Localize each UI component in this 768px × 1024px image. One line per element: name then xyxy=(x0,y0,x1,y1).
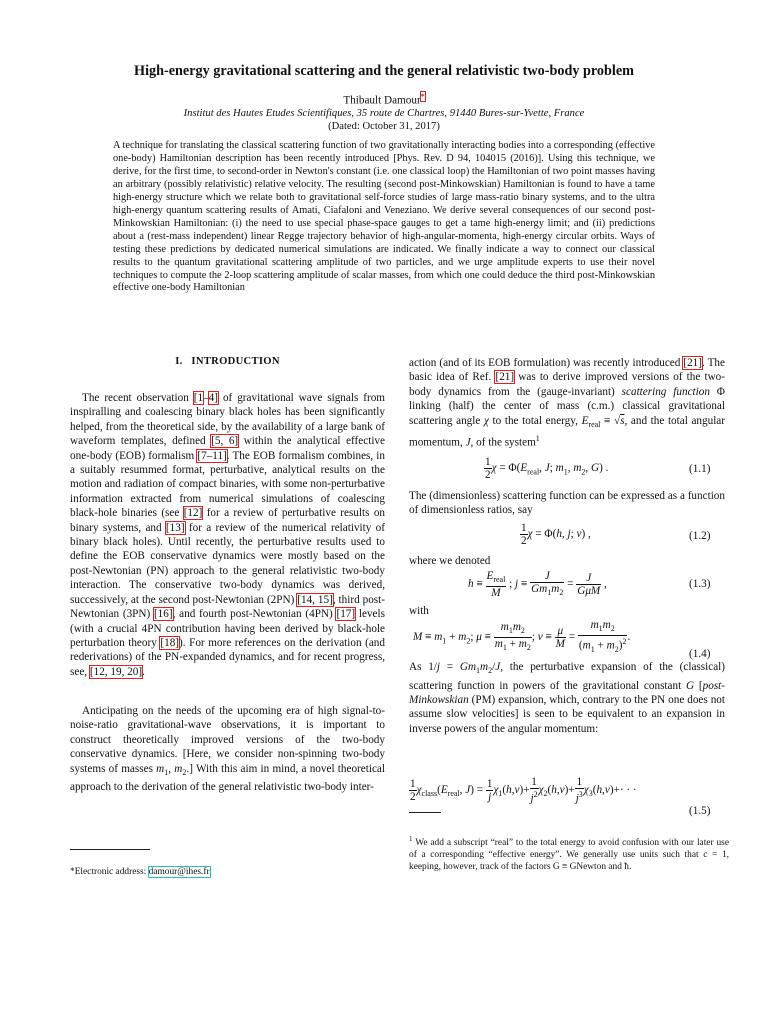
author-name: Thibault Damour xyxy=(343,94,421,107)
author-footnote-link[interactable]: * xyxy=(420,92,425,101)
equation-1-1: $\frac{1}{2}$ $\chi = \Phi(E_{real}$, J; $m_1$, $m_2$, G) . xyxy=(485,456,609,481)
right-text-where: where we denoted xyxy=(409,555,491,567)
right-paragraph-3: As $1/j = Gm_1m_2/J$, the perturbative expansion of the (classical) scattering function in powers of the gravitational constant G [post-Minkowskian (PM) expansion, which, contrary to the PN one does not assume slow velocities] is seen to be equivalent to an expansion in inverse powers of the angular momentum: xyxy=(409,661,725,735)
footnote-marker: 1 xyxy=(409,835,413,843)
author-line xyxy=(0,92,768,107)
footnote-email-prefix: *Electronic address: xyxy=(70,867,149,877)
section-heading xyxy=(70,356,385,367)
right-paragraph-1: action (and of its EOB formulation) was recently introduced [21]. The basic idea of Ref. [21] was to derive improved versions of the two-body dynamics from the (gauge-invariant) scattering function Φ linking (half) the center of mass (c.m.) classical gravitational scattering angle χ to the total energy, $E_{real} \equiv √s$, and the total angular momentum, J, of the system$^1$ xyxy=(409,357,726,449)
ref-link[interactable]: [12, 19, 20] xyxy=(89,665,143,678)
footnote-1 xyxy=(409,834,729,874)
paper-title: High-energy gravitational scattering and the general relativistic two-body problem xyxy=(134,63,634,79)
ref-link[interactable]: [1 xyxy=(193,392,204,404)
footnote-email xyxy=(70,867,385,877)
ref-link[interactable]: [21] xyxy=(683,357,702,369)
equation-number: (1.3) xyxy=(689,578,711,590)
ref-link[interactable]: [14, 15] xyxy=(297,593,333,606)
footnote-1-text: We add a subscript “real” to the total energy to avoid confusion with our later use of a corresponding “effective energy”. We generally use units such that c = 1, keeping, however, track of the factors G ≡ GNewton and ħ. xyxy=(409,838,729,872)
equation-1-3: h ≡ $\frac{E_{real}}{M}$ ; j ≡ $\frac{J}{Gm_1m_2}$ = $\frac{J}{\text{GμM}}$ , xyxy=(468,570,607,600)
ref-link[interactable]: [16] xyxy=(153,608,173,621)
equation-number: (1.5) xyxy=(689,805,711,817)
equation-number: (1.1) xyxy=(689,463,711,475)
right-text-with: with xyxy=(409,605,429,617)
equation-number: (1.4) xyxy=(689,648,711,660)
abstract: A technique for translating the classical scattering function of two gravitationally interacting bodies into a corresponding (effective one-body) Hamiltonian description has been recently introduced [Phys. Rev. D 94, 104015 (2016)]. Using this technique, we derive, for the first time, to second-order in Newton's constant (i.e. one classical loop) the Hamiltonian of two point masses having an arbitrary (possibly relativistic) relative velocity. The resulting (second post-Minkowskian) Hamiltonian is found to have a tame high-energy structure which we relate both to gravitational self-force studies of large mass-ratio binary systems, and to the ultra high-energy quantum scattering results of Amati, Ciafaloni and Veneziano. We derive several consequences of our second post-Minkowskian Hamiltonian: (i) the need to use special phase-space gauges to get a tame high-energy limit; and (ii) predictions about a (rest-mass independent) linear Regge trajectory behavior of high-angular-momenta, high-energy circular orbits. Ways of testing these predictions by dedicated numerical simulations are indicated. We finally indicate a way to connect our classical results to the quantum gravitational scattering amplitude of two particles, and we urge amplitude experts to use their novel techniques to compute the 2-loop scattering amplitude of scalar masses, from which one could deduce the third post-Minkowskian effective one-body Hamiltonian xyxy=(113,140,655,294)
ref-link[interactable]: [7–11] xyxy=(197,449,227,462)
ref-link[interactable]: [18] xyxy=(160,636,180,649)
intro-paragraph-1: The recent observation [1–4] of gravitational wave signals from inspiralling and coalescing binary black holes has been significantly helped, from the theoretical side, by the availability of a large bank of waveform templates, defined [5, 6] within the analytical effective one-body (EOB) formalism [7–11]. The EOB formalism combines, in a suitably resummed format, perturbative, analytical results on the motion and radiation of compact binaries, with some non-perturbative information extracted from numerical simulations of coalescing black-hole binaries (see [12] for a review of perturbative results on binary systems, and [13] for a review of the numerical relativity of binary black holes). Until recently, the perturbative results used to define the EOB conservative dynamics were mostly based on the post-Newtonian (PN) approach to the general relativistic two-body interaction. The conservative two-body dynamics was derived, successively, at the second post-Newtonian (2PN) [14, 15], third post-Newtonian (3PN) [16], and fourth post-Newtonian (4PN) [17] levels (with a crucial 4PN contribution having been derived by black-hole perturbation theory [18]). For more references on the derivation (and rederivations) of the PN-expanded dynamics, and for recent progress, see, [12, 19, 20]. xyxy=(70,392,386,678)
right-paragraph-2: The (dimensionless) scattering function can be expressed as a function of dimensionless ratios, say xyxy=(409,490,725,517)
equation-number: (1.2) xyxy=(689,530,711,542)
ref-link[interactable]: [5, 6] xyxy=(211,435,239,448)
ref-link[interactable]: [13] xyxy=(165,521,185,534)
section-number: I. xyxy=(175,356,183,367)
ref-link[interactable]: [12] xyxy=(183,507,203,520)
date-line: (Dated: October 31, 2017) xyxy=(328,121,440,132)
footnote-rule xyxy=(409,812,441,813)
intro-paragraph-2: Anticipating on the needs of the upcoming era of high signal-to-noise-ratio gravitational-wave observations, it is important to construct theoretically improved versions of the two-body conservative dynamics. [Here, we consider non-spinning two-body systems of masses $m_1$, $m_2$.] With this aim in mind, a novel theoretical approach to the derivation of the general relativistic two-body inter- xyxy=(70,705,385,794)
equation-1-5: $\frac{1}{2}$ $\chi_{class}(E_{real}$, J) = $\frac{1}{j}$ $\chi_1(h,\nu)+$ $\frac{1}{j^2}$ $\chi_2(h,\nu)+$ $\frac{1}{j^3}$ $\chi_3(h,\nu)+\cdot$ · · xyxy=(410,776,637,805)
footnote-rule xyxy=(70,849,150,850)
email-link[interactable]: damour@ihes.fr xyxy=(148,867,210,877)
affiliation: Institut des Hautes Etudes Scientifiques, 35 route de Chartres, 91440 Bures-sur-Yvette, France xyxy=(183,108,585,119)
equation-1-2: $\frac{1}{2}$ χ = Φ(h, j; ν) , xyxy=(521,522,591,547)
ref-link[interactable]: [21] xyxy=(495,371,515,384)
equation-1-4: $M \equiv m_1 + m_2$; μ ≡ $\frac{m_1m_2}{m_1 + m_2}$ ; ν ≡ $\frac{\mu}{M}$ = $\frac{m_1m_2}{(m_1 + m_2)^2}$ . xyxy=(413,619,631,655)
section-title: INTRODUCTION xyxy=(191,356,280,367)
ref-link[interactable]: 4] xyxy=(208,392,218,404)
ref-link[interactable]: [17] xyxy=(336,608,356,621)
